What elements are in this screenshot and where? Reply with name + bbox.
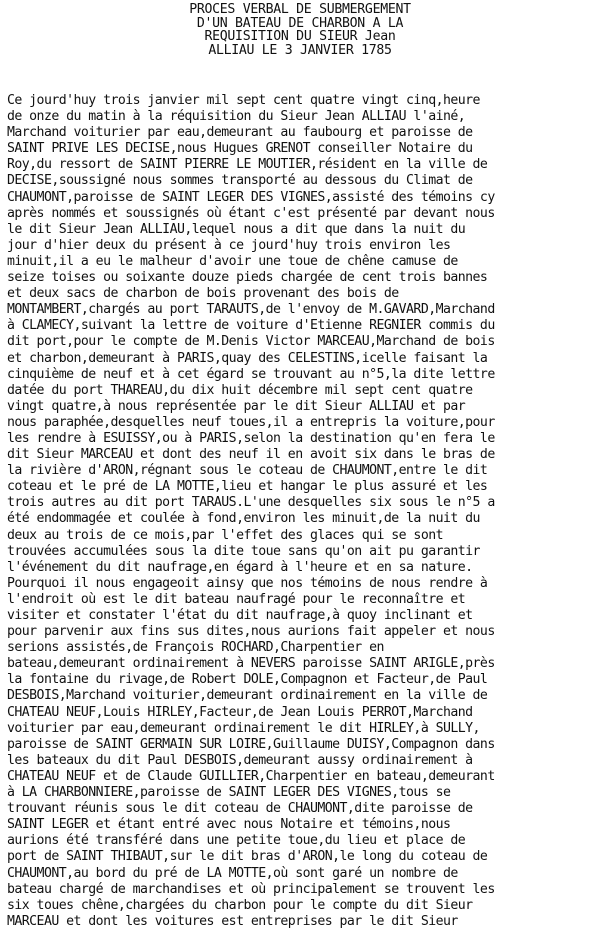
- body-line: après nommés et soussignés où étant c'est présenté par devant nous: [7, 205, 495, 221]
- body-line: seize toises ou soixante douze pieds chargée de cent trois bannes: [7, 270, 488, 286]
- body-line: à LA CHARBONNIERE,paroisse de SAINT LEGER DES VIGNES,tous se: [7, 785, 451, 801]
- body-line: serions assistés,de François ROCHARD,Charpentier en: [7, 640, 384, 656]
- body-line: DECISE,soussigné nous sommes transporté au dessous du Climat de: [7, 173, 473, 189]
- body-line: bateau chargé de marchandises et où principalement se trouvent les: [7, 881, 495, 897]
- body-line: coteau et le pré de LA MOTTE,lieu et hangar le plus assuré et les: [7, 479, 488, 495]
- body-line: dit Sieur MARCEAU et dont des neuf il en avoit six dans le bras de: [7, 447, 495, 463]
- body-line: le dit Sieur Jean ALLIAU,lequel nous a dit que dans la nuit du: [7, 221, 466, 237]
- body-line: jour d'hier deux du présent à ce jourd'huy trois environ les: [7, 237, 451, 253]
- body-line: CHAUMONT,paroisse de SAINT LEGER DES VIGNES,assisté des témoins cy: [7, 189, 495, 205]
- body-line: MONTAMBERT,chargés au port TARAUTS,de l'envoy de M.GAVARD,Marchand: [7, 302, 495, 318]
- body-line: les rendre à ESUISSY,ou à PARIS,selon la destination qu'en fera le: [7, 430, 495, 446]
- body-line: CHAUMONT,au bord du pré de LA MOTTE,où sont garé un nombre de: [7, 865, 458, 881]
- document-title: [0, 3, 600, 57]
- body-line: la rivière d'ARON,régnant sous le coteau de CHAUMONT,entre le dit: [7, 463, 488, 479]
- body-line: deux au trois de ce mois,par l'effet des glaces qui se sont: [7, 527, 443, 543]
- body-line: et deux sacs de charbon de bois provenant des bois de: [7, 286, 399, 302]
- body-line: SAINT PRIVE LES DECISE,nous Hugues GRENOT conseiller Notaire du: [7, 141, 473, 157]
- body-line: été endommagée et coulée à fond,environ les minuit,de la nuit du: [7, 511, 480, 527]
- body-line: nous paraphée,desquelles neuf toues,il a entrepris la voiture,pour: [7, 414, 495, 430]
- body-line: vingt quatre,à nous représentée par le dit Sieur ALLIAU et par: [7, 398, 466, 414]
- body-line: six toues chêne,chargées du charbon pour le compte du dit Sieur: [7, 897, 473, 913]
- body-line: Roy,du ressort de SAINT PIERRE LE MOUTIER,résident en la ville de: [7, 157, 488, 173]
- body-line: Ce jourd'huy trois janvier mil sept cent quatre vingt cinq,heure: [7, 93, 480, 108]
- body-line: bateau,demeurant ordinairement à NEVERS paroisse SAINT ARIGLE,près: [7, 656, 495, 672]
- body-line: voiturier par eau,demeurant ordinairement le dit HIRLEY,à SULLY,: [7, 720, 480, 736]
- body-line: dit port,pour le compte de M.Denis Victor MARCEAU,Marchand de bois: [7, 334, 495, 350]
- body-line: visiter et constater l'état du dit naufrage,à quoy inclinant et: [7, 608, 473, 623]
- body-line: de onze du matin à la réquisition du Sieur Jean ALLIAU l'ainé,: [7, 109, 466, 125]
- body-line: minuit,il a eu le malheur d'avoir une toue de chêne camuse de: [7, 253, 458, 269]
- body-line: aurions été transféré dans une petite toue,du lieu et place de: [7, 833, 466, 849]
- body-line: et charbon,demeurant à PARIS,quay des CELESTINS,icelle faisant la: [7, 350, 488, 366]
- body-line: Marchand voiturier par eau,demeurant au faubourg et paroisse de: [7, 125, 473, 141]
- title-line: D'UN BATEAU DE CHARBON A LA: [196, 15, 404, 31]
- body-line: paroisse de SAINT GERMAIN SUR LOIRE,Guillaume DUISY,Compagnon dans: [7, 736, 495, 752]
- body-line: Pourquoi il nous engageoit ainsy que nos témoins de nous rendre à: [7, 575, 488, 591]
- body-line: port de SAINT THIBAUT,sur le dit bras d'ARON,le long du coteau de: [7, 849, 488, 865]
- body-line: cinquième de neuf et à cet égard se trouvant au n°5,la dite lettre: [7, 366, 495, 382]
- body-line: DESBOIS,Marchand voiturier,demeurant ordinairement en la ville de: [7, 688, 488, 704]
- body-line: la fontaine du rivage,de Robert DOLE,Compagnon et Facteur,de Paul: [7, 672, 488, 688]
- body-line: pour parvenir aux fins sus dites,nous aurions fait appeler et nous: [7, 624, 495, 640]
- title-line: REQUISITION DU SIEUR Jean: [204, 29, 396, 44]
- body-line: MARCEAU et dont les voitures est entreprises par le dit Sieur: [7, 913, 458, 929]
- body-line: l'endroit où est le dit bateau naufragé pour le reconnaître et: [7, 591, 466, 607]
- title-line: ALLIAU LE 3 JANVIER 1785: [208, 42, 392, 58]
- body-line: l'événement du dit naufrage,en égard à l'heure et en sa nature.: [7, 559, 473, 575]
- body-line: CHATEAU NEUF et de Claude GUILLIER,Charpentier en bateau,demeurant: [7, 768, 495, 784]
- body-line: à CLAMECY,suivant la lettre de voiture d'Etienne REGNIER commis du: [7, 318, 495, 334]
- body-line: datée du port THAREAU,du dix huit décembre mil sept cent quatre: [7, 382, 473, 398]
- body-line: trouvées accumulées sous la dite toue sans qu'on ait pu garantir: [7, 543, 480, 559]
- body-line: SAINT LEGER et étant entré avec nous Notaire et témoins,nous: [7, 817, 451, 833]
- body-line: trois autres au dit port TARAUS.L'une desquelles six sous le n°5 a: [7, 495, 495, 511]
- title-line: PROCES VERBAL DE SUBMERGEMENT: [189, 2, 411, 17]
- body-line: trouvant réunis sous le dit coteau de CHAUMONT,dite paroisse de: [7, 801, 473, 817]
- body-line: CHATEAU NEUF,Louis HIRLEY,Facteur,de Jean Louis PERROT,Marchand: [7, 704, 473, 720]
- document-body: [7, 93, 599, 930]
- body-line: les bateaux du dit Paul DESBOIS,demeurant aussy ordinairement à: [7, 752, 473, 768]
